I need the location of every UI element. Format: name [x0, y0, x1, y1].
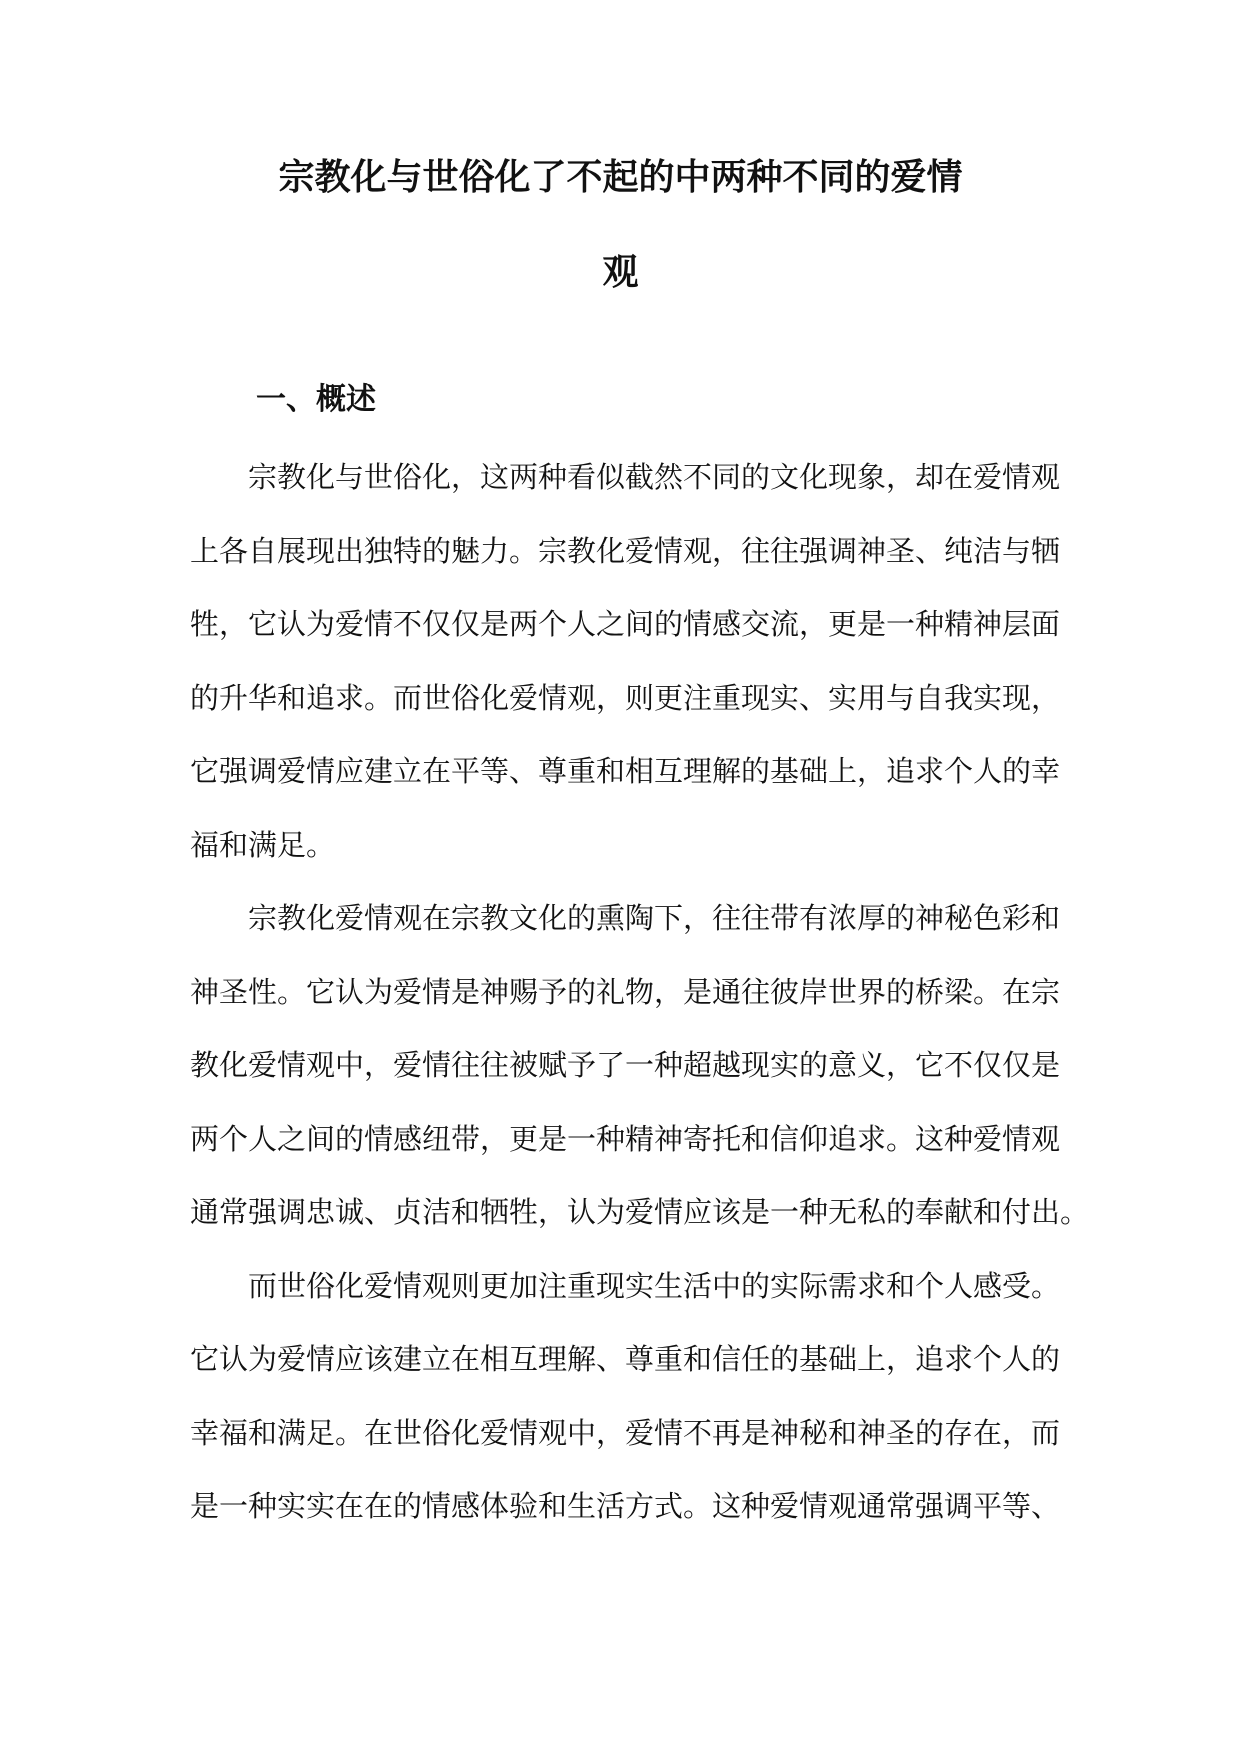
section-heading: 一、概述 — [256, 382, 376, 417]
text-line: 的升华和追求。而世俗化爱情观，则更注重现实、实用与自我实现， — [190, 680, 1061, 715]
text-line: 教化爱情观中，爱情往往被赋予了一种超越现实的意义，它不仅仅是 — [190, 1048, 1061, 1082]
text-line: 上各自展现出独特的魅力。宗教化爱情观，往往强调神圣、纯洁与牺 — [190, 533, 1061, 568]
text-line: 神圣性。它认为爱情是神赐予的礼物，是通往彼岸世界的桥梁。在宗 — [190, 974, 1061, 1009]
text-line: 福和满足。 — [190, 827, 336, 862]
document-title-line-2: 观 — [602, 252, 639, 293]
text-line: 通常强调忠诚、贞洁和牺牲，认为爱情应该是一种无私的奉献和付出。 — [190, 1195, 1090, 1229]
document-body — [190, 452, 1090, 1555]
text-line: 两个人之间的情感纽带，更是一种精神寄托和信仰追求。这种爱情观 — [190, 1121, 1061, 1156]
paragraph-3 — [190, 1261, 1061, 1555]
text-line: 宗教化与世俗化，这两种看似截然不同的文化现象，却在爱情观 — [248, 460, 1061, 494]
text-line: 它认为爱情应该建立在相互理解、尊重和信任的基础上，追求个人的 — [190, 1342, 1061, 1376]
document-title-line-1: 宗教化与世俗化了不起的中两种不同的爱情 — [278, 157, 963, 198]
text-line: 是一种实实在在的情感体验和生活方式。这种爱情观通常强调平等、 — [190, 1489, 1061, 1523]
text-line: 而世俗化爱情观则更加注重现实生活中的实际需求和个人感受。 — [248, 1268, 1061, 1303]
text-line: 它强调爱情应建立在平等、尊重和相互理解的基础上，追求个人的幸 — [190, 754, 1061, 788]
text-line: 幸福和满足。在世俗化爱情观中，爱情不再是神秘和神圣的存在，而 — [190, 1415, 1061, 1450]
paragraph-1 — [190, 452, 1061, 893]
paragraph-2 — [190, 893, 1090, 1261]
text-line: 宗教化爱情观在宗教文化的熏陶下，往往带有浓厚的神秘色彩和 — [248, 901, 1061, 935]
text-line: 牲，它认为爱情不仅仅是两个人之间的情感交流，更是一种精神层面 — [190, 607, 1061, 641]
